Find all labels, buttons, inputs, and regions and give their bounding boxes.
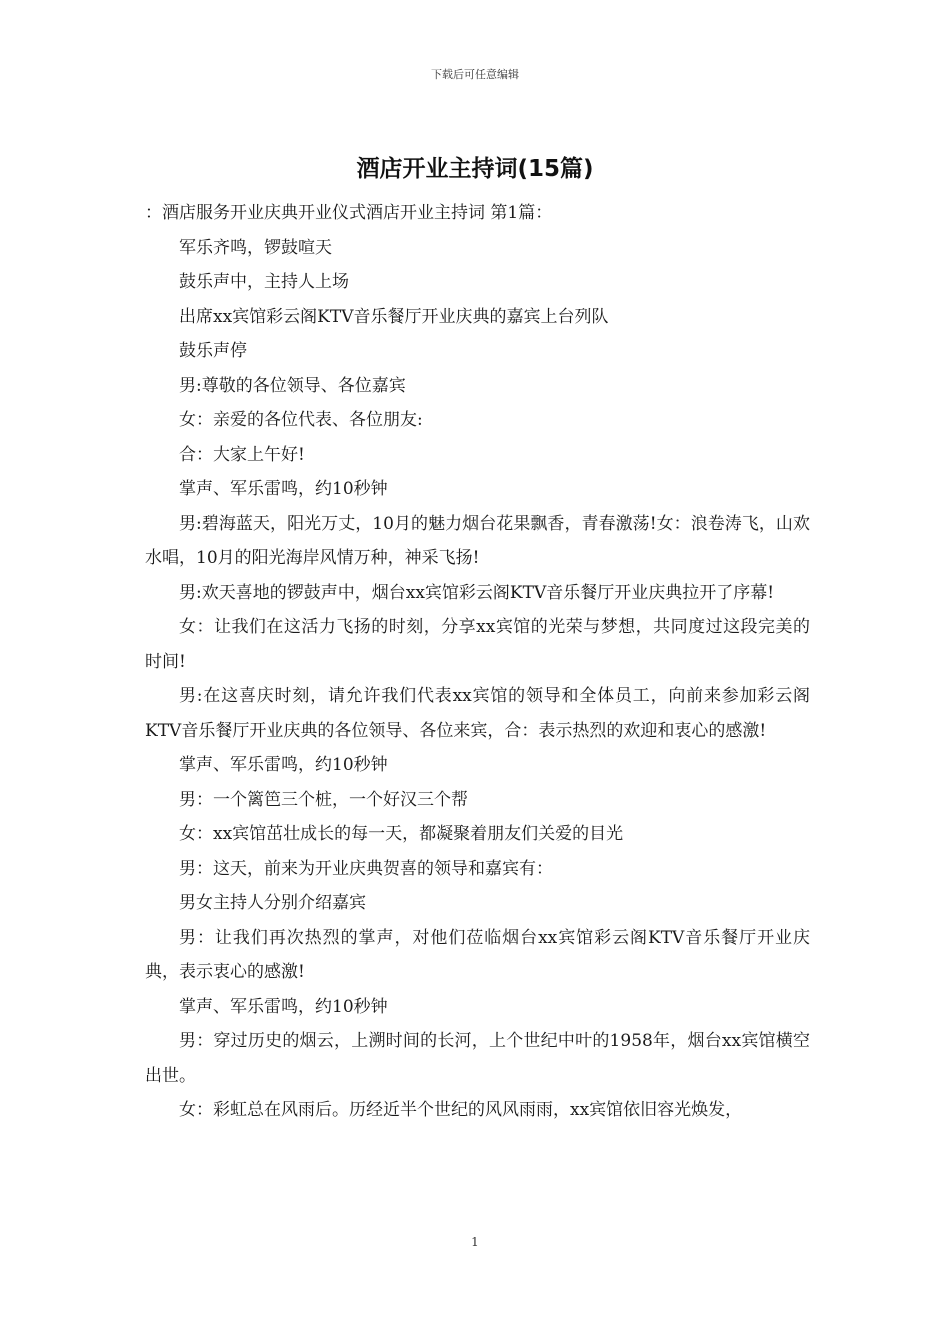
intro-paragraph: ：酒店服务开业庆典开业仪式酒店开业主持词 第1篇：	[145, 203, 553, 223]
paragraph: 男：让我们再次热烈的掌声，对他们莅临烟台xx宾馆彩云阁KTV音乐餐厅开业庆典，表示衷心的感激!	[145, 927, 810, 982]
paragraph: 掌声、军乐雷鸣，约10秒钟	[179, 996, 388, 1017]
paragraph: 男:欢天喜地的锣鼓声中，烟台xx宾馆彩云阁KTV音乐餐厅开业庆典拉开了序幕!	[179, 582, 775, 603]
paragraph: 男:在这喜庆时刻，请允许我们代表xx宾馆的领导和全体员工，向前来参加彩云阁KTV音乐餐厅开业庆典的各位领导、各位来宾，合：表示热烈的欢迎和衷心的感激!	[145, 686, 810, 741]
paragraph: 男：穿过历史的烟云，上溯时间的长河，上个世纪中叶的1958年，烟台xx宾馆横空出世。	[145, 1031, 810, 1086]
page-number: 1	[471, 1235, 479, 1249]
page-header-note: 下载后可任意编辑	[431, 68, 519, 81]
paragraph: 男：一个篱笆三个桩，一个好汉三个帮	[179, 789, 468, 810]
paragraph: 男：这天，前来为开业庆典贺喜的领导和嘉宾有：	[179, 858, 553, 879]
document-body	[145, 196, 810, 1128]
document-title: 酒店开业主持词(15篇)	[356, 156, 594, 182]
paragraph: 出席xx宾馆彩云阁KTV音乐餐厅开业庆典的嘉宾上台列队	[179, 306, 609, 327]
paragraph: 军乐齐鸣，锣鼓喧天	[179, 237, 332, 258]
paragraph: 鼓乐声停	[179, 341, 247, 361]
paragraph: 掌声、军乐雷鸣，约10秒钟	[179, 479, 388, 499]
paragraph: 鼓乐声中，主持人上场	[179, 272, 349, 292]
paragraph: 掌声、军乐雷鸣，约10秒钟	[179, 755, 388, 775]
paragraph: 合：大家上午好!	[179, 444, 305, 465]
paragraph: 男女主持人分别介绍嘉宾	[179, 893, 366, 913]
paragraph: 女：让我们在这活力飞扬的时刻，分享xx宾馆的光荣与梦想，共同度过这段完美的时间!	[145, 617, 810, 672]
paragraph: 女：亲爱的各位代表、各位朋友:	[179, 410, 423, 430]
paragraph: 女：彩虹总在风雨后。历经近半个世纪的风风雨雨，xx宾馆依旧容光焕发，	[179, 1100, 743, 1120]
paragraph: 女：xx宾馆茁壮成长的每一天，都凝聚着朋友们关爱的目光	[179, 824, 624, 844]
paragraph: 男:碧海蓝天，阳光万丈，10月的魅力烟台花果飘香，青春激荡!女：浪卷涛飞，山欢水唱，10月的阳光海岸风情万种，神采飞扬!	[145, 513, 810, 568]
paragraph: 男:尊敬的各位领导、各位嘉宾	[179, 375, 406, 396]
